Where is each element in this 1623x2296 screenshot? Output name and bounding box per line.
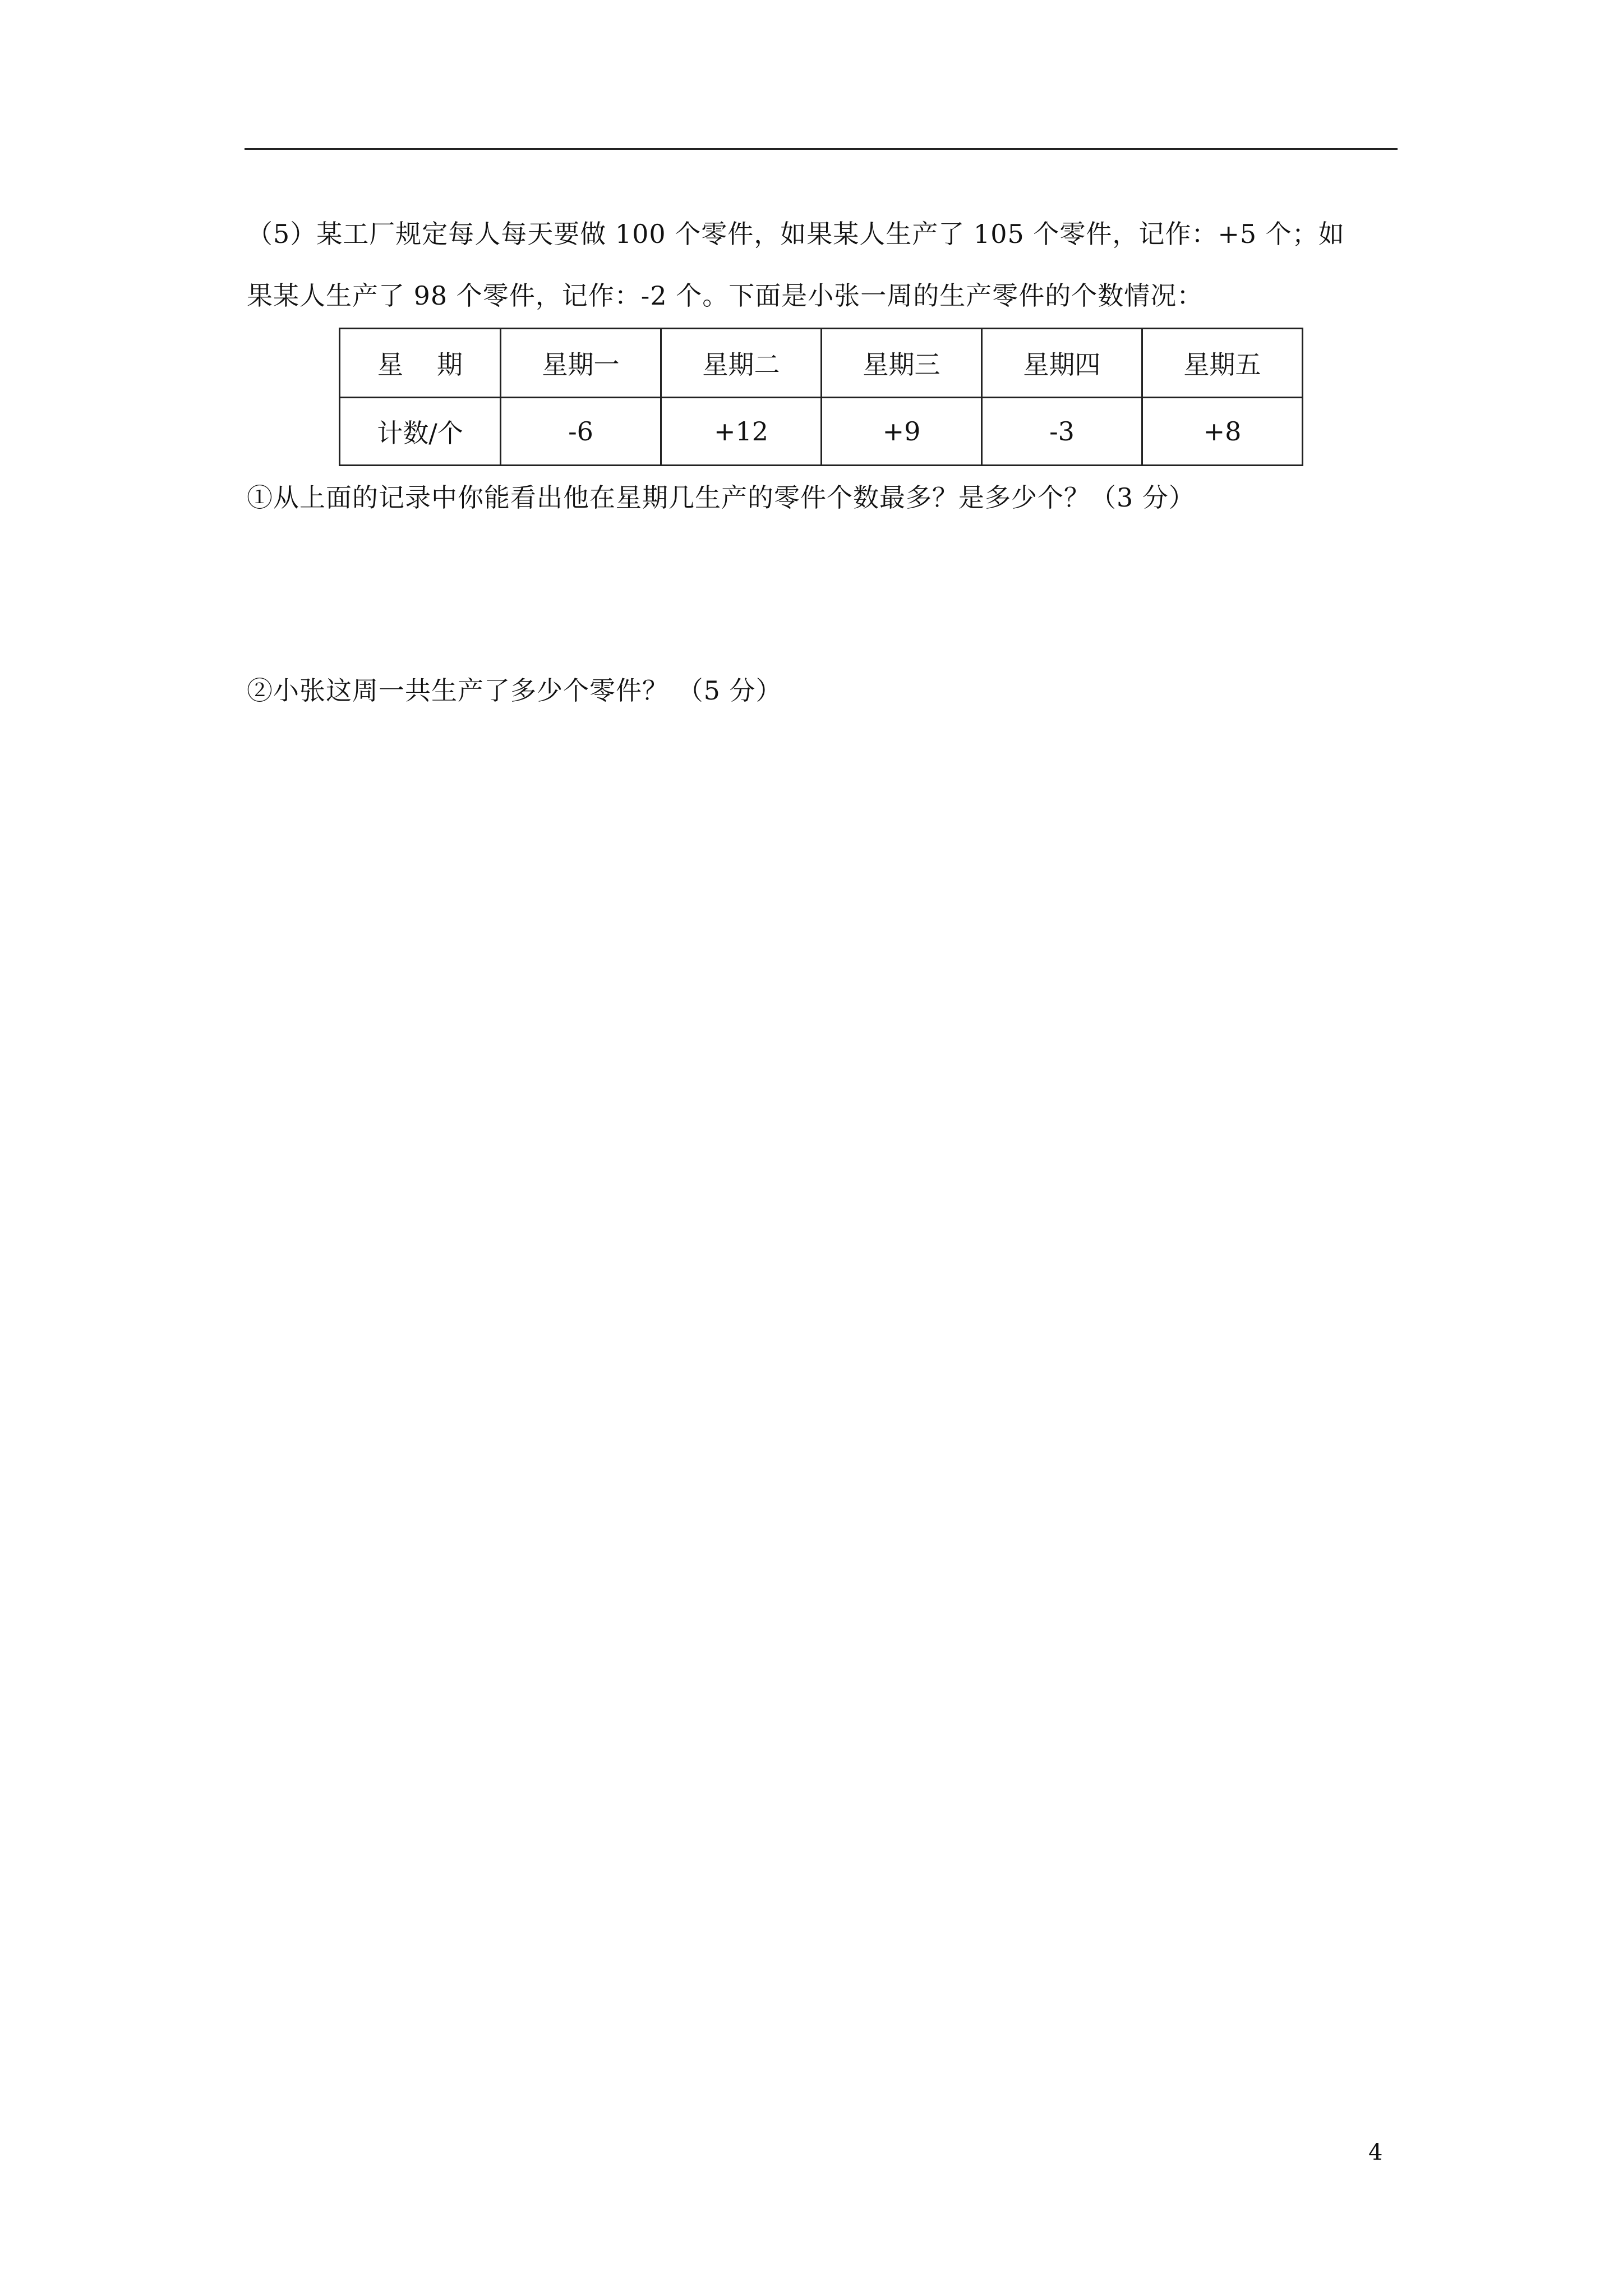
problem-text-line-1: （5）某工厂规定每人每天要做 100 个零件，如果某人生产了 105 个零件，记作：+5 个；如 (247, 219, 1345, 249)
table-cell-day: 星期五 (1142, 329, 1303, 398)
table-cell-day: 星期四 (982, 329, 1142, 398)
question-1: ①从上面的记录中你能看出他在星期几生产的零件个数最多？是多少个？（3 分） (247, 482, 1195, 513)
table-cell-count: +9 (822, 398, 982, 466)
table-cell-day: 星期二 (661, 329, 822, 398)
table-cell-day: 星期一 (501, 329, 661, 398)
table-row-count (340, 398, 1303, 466)
table-cell-day: 星期三 (822, 329, 982, 398)
table-cell-count: -6 (501, 398, 661, 466)
question-2: ②小张这周一共生产了多少个零件？ （5 分） (247, 675, 782, 706)
production-table (339, 328, 1303, 466)
table-cell-weekday-label: 星期 (340, 329, 501, 398)
table-cell-count: +8 (1142, 398, 1303, 466)
table-cell-count-label: 计数/个 (340, 398, 501, 466)
page-number: 4 (1368, 2139, 1383, 2165)
problem-text-line-2: 果某人生产了 98 个零件，记作：-2 个。下面是小张一周的生产零件的个数情况： (247, 280, 1204, 311)
header-rule (245, 148, 1398, 150)
table-row-weekday (340, 329, 1303, 398)
table-cell-count: +12 (661, 398, 822, 466)
table-cell-count: -3 (982, 398, 1142, 466)
